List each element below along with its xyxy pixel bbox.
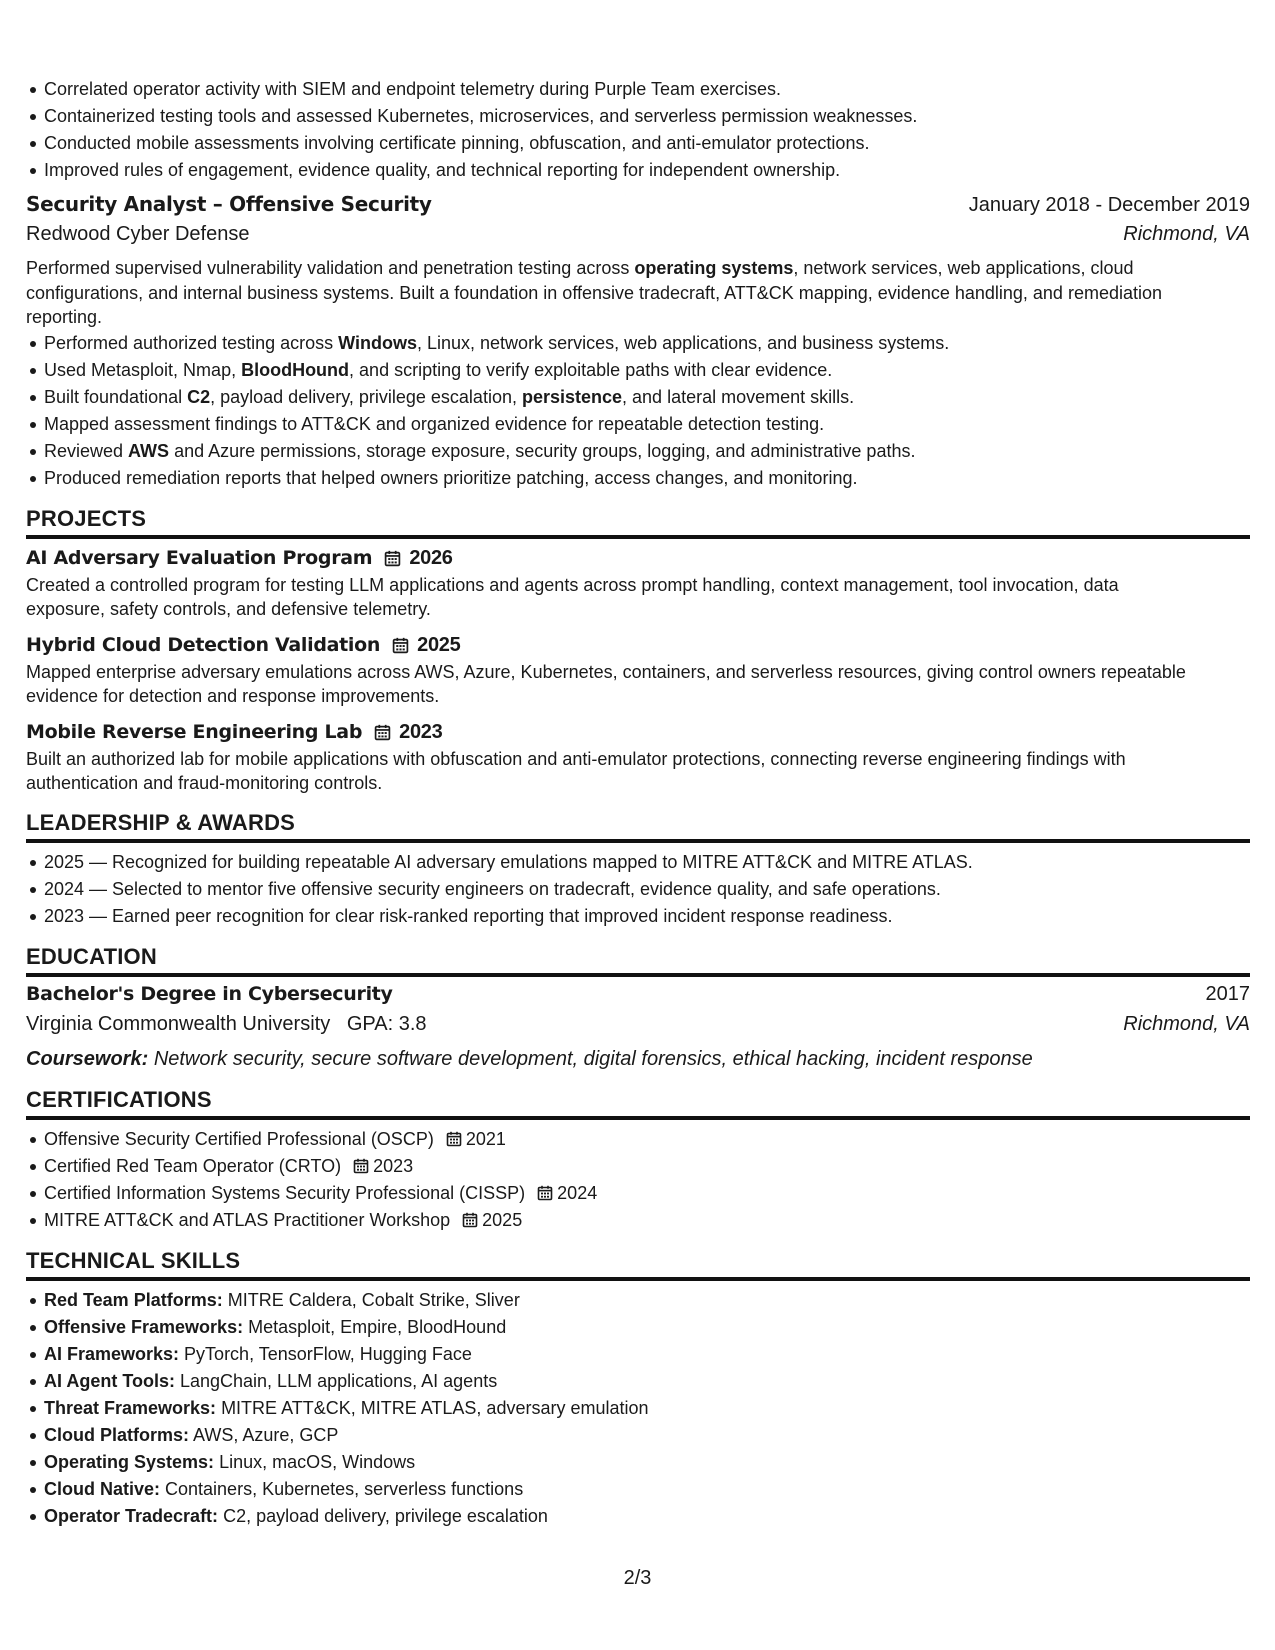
project-year: 2025 [417,633,461,656]
list-item: Performed authorized testing across Windows, Linux, network services, web applications, and business systems. [44,330,1250,357]
list-item: Certified Information Systems Security Professional (CISSP) 2024 [44,1180,1250,1207]
skills-section [26,1248,1250,1530]
school-line [26,1013,427,1036]
job-title: Security Analyst – Offensive Security [26,192,432,216]
leadership-section [26,810,1250,930]
job-company: Redwood Cyber Defense [26,223,250,245]
list-item: AI Frameworks: PyTorch, TensorFlow, Hugging Face [44,1341,1250,1368]
job-bullets [26,330,1250,492]
list-item: Operating Systems: Linux, macOS, Windows [44,1449,1250,1476]
list-item: Mapped assessment findings to ATT&CK and organized evidence for repeatable detection testing. [44,411,1250,438]
list-item: Red Team Platforms: MITRE Caldera, Cobalt Strike, Sliver [44,1287,1250,1314]
coursework-label: Coursework: [26,1047,149,1070]
certifications-section [26,1087,1250,1234]
previous-job-bullets [26,76,1250,184]
certifications-list [26,1126,1250,1234]
project-description: Built an authorized lab for mobile applications with obfuscation and anti-emulator protections, connecting reverse engineering findings with authentication and fraud-monitoring controls. [26,748,1126,793]
project-entry [26,547,1250,622]
calendar-icon [384,550,401,567]
list-item: 2024 — Selected to mentor five offensive security engineers on tradecraft, evidence quality, and safe operations. [44,876,1250,903]
list-item: Offensive Security Certified Professional (OSCP) 2021 [44,1126,1250,1153]
summary-text: , network services, web applications, cloud [793,258,1134,278]
list-item: Improved rules of engagement, evidence quality, and technical reporting for independent ownership. [44,157,1250,184]
calendar-icon [392,637,409,654]
degree-name: Bachelor's Degree in Cybersecurity [26,982,393,1005]
project-description: Created a controlled program for testing LLM applications and agents across prompt handling, context management, tool invocation, data exposure, safety controls, and defensive telemetry. [26,574,1119,619]
summary-text: Performed supervised vulnerability validation and penetration testing across [26,258,635,278]
list-item: Cloud Native: Containers, Kubernetes, serverless functions [44,1476,1250,1503]
project-year: 2026 [409,546,453,569]
skills-list [26,1287,1250,1530]
section-heading: TECHNICAL SKILLS [26,1248,1250,1281]
job-summary [26,256,1250,330]
project-name: Mobile Reverse Engineering Lab [26,721,363,743]
education-section [26,944,1250,1075]
projects-section [26,506,1250,796]
project-name: Hybrid Cloud Detection Validation [26,634,381,656]
section-heading: PROJECTS [26,506,1250,539]
list-item: Produced remediation reports that helped owners prioritize patching, access changes, and monitoring. [44,465,1250,492]
graduation-year: 2017 [1205,982,1250,1005]
section-heading: LEADERSHIP & AWARDS [26,810,1250,843]
calendar-icon [353,1158,369,1174]
list-item: MITRE ATT&CK and ATLAS Practitioner Workshop 2025 [44,1207,1250,1234]
section-heading: CERTIFICATIONS [26,1087,1250,1120]
list-item: Correlated operator activity with SIEM and endpoint telemetry during Purple Team exercises. [44,76,1250,103]
section-heading: EDUCATION [26,944,1250,977]
job-entry [26,192,1250,492]
project-name: AI Adversary Evaluation Program [26,547,373,569]
leadership-list [26,849,1250,930]
job-dates: January 2018 - December 2019 [968,194,1250,216]
school-name: Virginia Commonwealth University [26,1012,331,1035]
school-location: Richmond, VA [1123,1012,1250,1035]
calendar-icon [374,724,391,741]
list-item: Used Metasploit, Nmap, BloodHound, and scripting to verify exploitable paths with clear evidence. [44,357,1250,384]
project-description: Mapped enterprise adversary emulations across AWS, Azure, Kubernetes, containers, and serverless resources, giving control owners repeatable evidence for detection and response improvements. [26,661,1186,706]
resume-page [26,76,1250,1530]
list-item: Conducted mobile assessments involving certificate pinning, obfuscation, and anti-emulator protections. [44,130,1250,157]
list-item: Reviewed AWS and Azure permissions, storage exposure, security groups, logging, and administrative paths. [44,438,1250,465]
list-item: Containerized testing tools and assessed Kubernetes, microservices, and serverless permission weaknesses. [44,103,1250,130]
calendar-icon [462,1212,478,1228]
list-item: 2025 — Recognized for building repeatable AI adversary emulations mapped to MITRE ATT&CK and MITRE ATLAS. [44,849,1250,876]
list-item: Offensive Frameworks: Metasploit, Empire, BloodHound [44,1314,1250,1341]
list-item: AI Agent Tools: LangChain, LLM applications, AI agents [44,1368,1250,1395]
calendar-icon [446,1131,462,1147]
calendar-icon [537,1185,553,1201]
page-number: 2/3 [623,1567,652,1589]
project-entry [26,721,1250,796]
summary-text: reporting. [26,307,103,327]
project-year: 2023 [399,720,443,743]
project-entry [26,634,1250,709]
list-item: Certified Red Team Operator (CRTO) 2023 [44,1153,1250,1180]
gpa: GPA: 3.8 [346,1012,427,1035]
coursework-text: Network security, secure software development, digital forensics, ethical hacking, incident response [153,1047,1033,1070]
summary-text: configurations, and internal business systems. Built a foundation in offensive tradecraft, ATT&CK mapping, evidence handling, and remediation [26,282,1162,303]
list-item: Built foundational C2, payload delivery, privilege escalation, persistence, and lateral movement skills. [44,384,1250,411]
coursework [26,1043,1250,1075]
summary-bold: operating systems [634,258,794,278]
list-item: Threat Frameworks: MITRE ATT&CK, MITRE ATLAS, adversary emulation [44,1395,1250,1422]
list-item: Cloud Platforms: AWS, Azure, GCP [44,1422,1250,1449]
list-item: Operator Tradecraft: C2, payload delivery, privilege escalation [44,1503,1250,1530]
list-item: 2023 — Earned peer recognition for clear risk-ranked reporting that improved incident response readiness. [44,903,1250,930]
job-location: Richmond, VA [1123,223,1250,245]
